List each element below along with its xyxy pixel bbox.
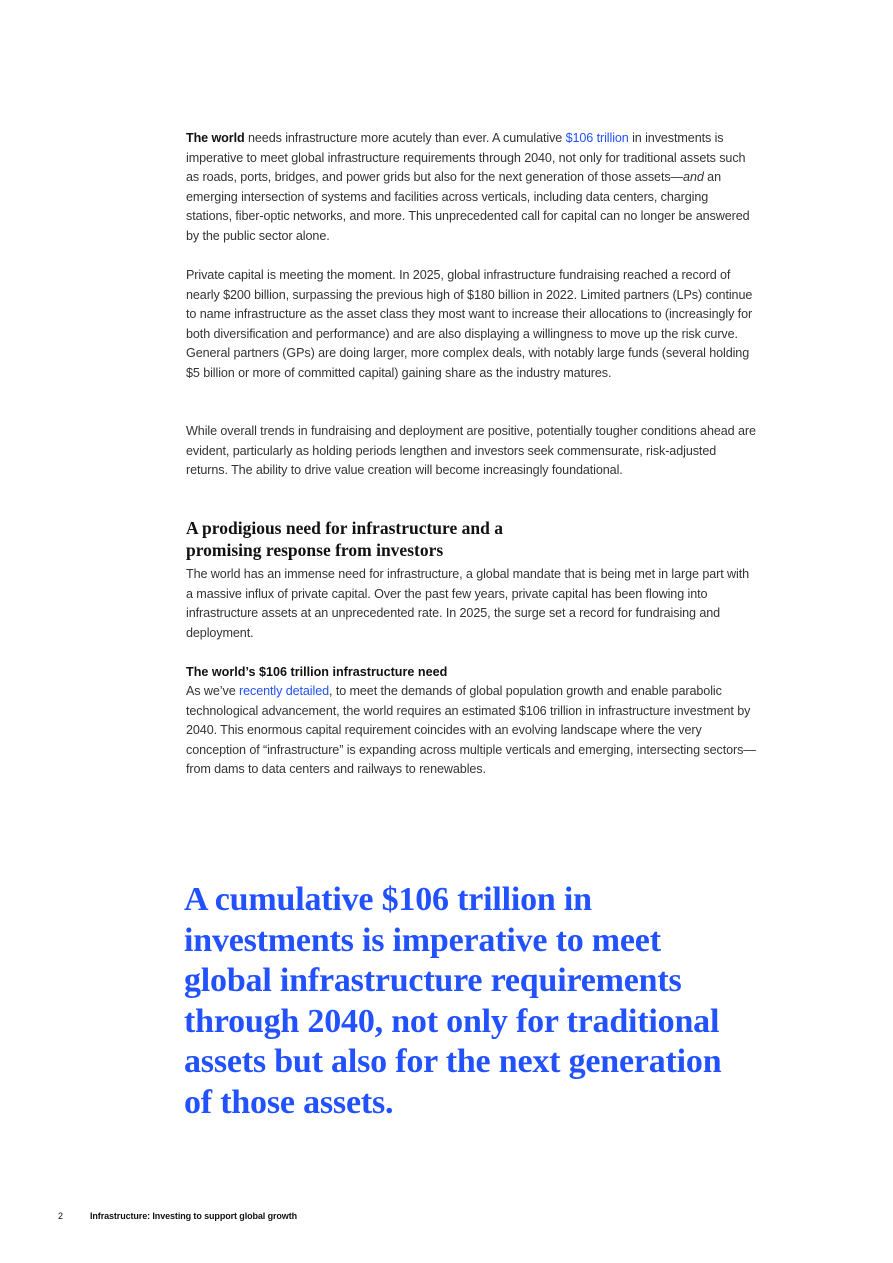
subsection-body bbox=[186, 682, 756, 780]
page-number: 2 bbox=[58, 1211, 64, 1221]
recently-detailed-link[interactable]: recently detailed bbox=[239, 684, 330, 698]
section-heading bbox=[186, 518, 756, 561]
subsection-text-b: , to meet the demands of global population growth and enable parabolic technological advancement, the world requires an estimated $106 trillion in infrastructure investment by 2040. This enormous capital requirement coincides with an evolving landscape where the very conception of “infrastructure” is expanding across multiple verticals and emerging, intersecting sectors—from dams to data centers and railways to renewables. bbox=[186, 684, 756, 776]
conditions-paragraph: While overall trends in fundraising and deployment are positive, potentially tougher conditions ahead are evident, particularly as holding periods lengthen and investors seek commensurate, risk-adjusted returns. The ability to drive value creation will become increasingly foundational. bbox=[186, 424, 756, 477]
fundraising-paragraph: Private capital is meeting the moment. In 2025, global infrastructure fundraising reached a record of nearly $200 billion, surpassing the previous high of $180 billion in 2022. Limited partners (LPs) continue to name infrastructure as the asset class they most want to increase their allocations to (increasingly for both diversification and performance) and are also displaying a willingness to move up the risk curve. General partners (GPs) are doing larger, more complex deals, with notably large funds (several holding $5 billion or more of committed capital) gaining share as the industry matures. bbox=[186, 268, 753, 380]
trillion-link[interactable]: $106 trillion bbox=[565, 131, 629, 145]
pull-quote: A cumulative $106 trillion in investments is imperative to meet global infrastructure requirements through 2040, not only for traditional assets but also for the next generation of those assets. bbox=[184, 881, 722, 1121]
intro-text-b: in investments is imperative to meet global infrastructure requirements through 2040, not only for traditional assets such as roads, ports, bridges, and power grids but also for the next generation of those assets— bbox=[186, 131, 746, 184]
section-body: The world has an immense need for infrastructure, a global mandate that is being met in large part with a massive influx of private capital. Over the past few years, private capital has been flowing into infrastructure assets at an unprecedented rate. In 2025, the surge set a record for fundraising and deployment. bbox=[186, 567, 750, 640]
section-heading-line2: promising response from investors bbox=[186, 539, 444, 560]
intro-lead: The world bbox=[186, 131, 245, 145]
section-heading-line1: A prodigious need for infrastructure and a bbox=[186, 518, 503, 538]
intro-emphasis: and bbox=[683, 170, 704, 184]
intro-paragraph bbox=[186, 129, 756, 246]
footer-title: Infrastructure: Investing to support global growth bbox=[90, 1211, 298, 1221]
subsection-heading: The world’s $106 trillion infrastructure need bbox=[186, 665, 448, 679]
page-footer bbox=[58, 1211, 297, 1221]
intro-text-a: needs infrastructure more acutely than ever. A cumulative bbox=[244, 131, 566, 145]
subsection-text-a: As we’ve bbox=[186, 684, 239, 698]
intro-text-c: an emerging intersection of systems and facilities across verticals, including data centers, charging stations, fiber-optic networks, and more. This unprecedented call for capital can no longer be answered by the public sector alone. bbox=[186, 170, 750, 243]
